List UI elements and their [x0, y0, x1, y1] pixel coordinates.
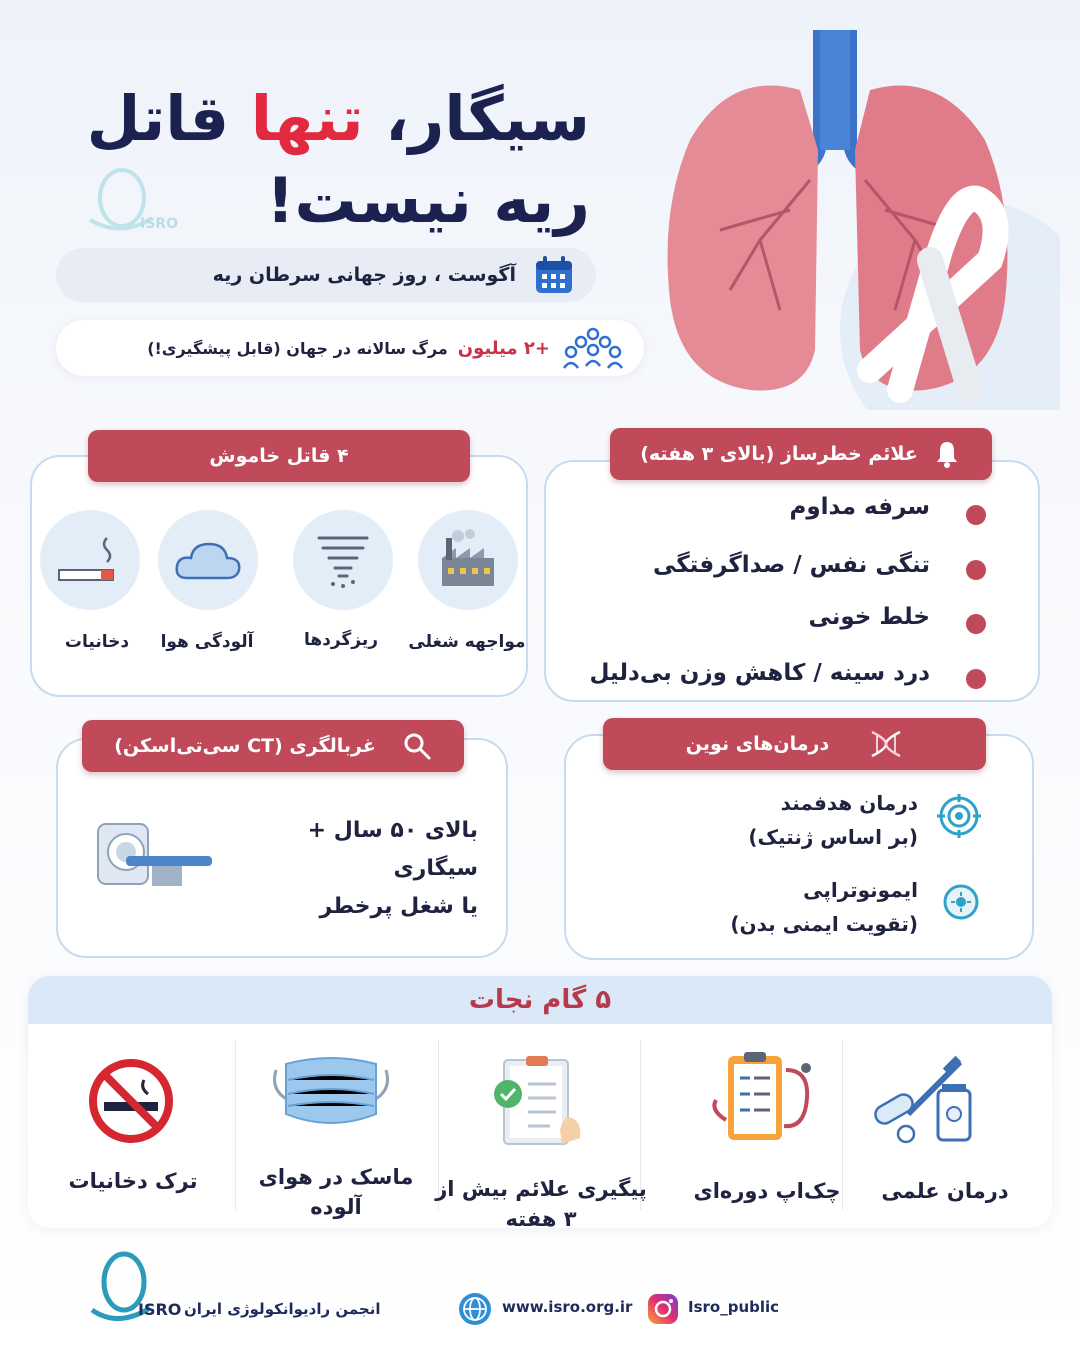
killers-title: ۴ قاتل خاموش: [209, 445, 349, 467]
step-label-mask: ماسک در هوای آلوده: [258, 1165, 414, 1219]
cloud-icon: [158, 510, 258, 610]
treatments-title: درمان‌های نوین: [685, 733, 830, 755]
globe-icon: [458, 1292, 492, 1326]
step-divider: [235, 1040, 236, 1210]
symptom-bullet: [966, 669, 986, 689]
lungs-illustration: [640, 30, 1060, 410]
dust-storm-icon: [293, 510, 393, 610]
date-pill: [56, 248, 596, 302]
watermark-logo-text: ISRO: [140, 216, 178, 232]
steps-title: ۵ گام نجات: [28, 976, 1052, 1024]
immune-cell-icon: [943, 884, 979, 920]
cigarette-icon: [40, 510, 140, 610]
footer-org-logo: [88, 1250, 188, 1330]
page-title: [30, 78, 590, 242]
ct-scanner-icon: [92, 816, 216, 890]
symptoms-title: علائم خطرساز (بالای ۳ هفته): [640, 443, 918, 465]
treatment-item-targeted: درمان هدفمند (بر اساس ژنتیک): [748, 791, 918, 849]
treatment-item-immunotherapy: ایمونوتراپی (تقویت ایمنی بدن): [730, 878, 918, 936]
step-label-checkup: چک‌اپ دوره‌ای: [693, 1179, 841, 1203]
stat-text: مرگ سالانه در جهان (قابل پیشگیری!): [147, 338, 448, 358]
step-label-follow-up: پیگیری علائم بیش از ۳ هفته: [435, 1177, 647, 1231]
dna-icon: [869, 729, 903, 759]
no-smoking-icon: [88, 1058, 174, 1144]
step-label-quit-smoking: ترک دخانیات: [68, 1169, 198, 1193]
killer-label-occupational: مواجهه شغلی: [408, 632, 526, 652]
date-text: آگوست ، روز جهانی سرطان ریه: [212, 264, 516, 286]
title-line-2: ریه نیست!: [266, 164, 590, 237]
medicine-icon: [868, 1054, 978, 1146]
instagram-handle[interactable]: Isro_public: [688, 1298, 780, 1316]
symptom-bullet: [966, 505, 986, 525]
symptom-item: خلط خونی: [808, 604, 930, 630]
title-line-1: سیگار، تنها قاتل: [86, 82, 590, 155]
face-mask-icon: [268, 1050, 394, 1136]
screening-title: غربالگری (CT سی‌تی‌اسکن): [114, 735, 376, 757]
symptom-item: درد سینه / کاهش وزن بی‌دلیل: [589, 660, 930, 686]
people-group-icon: [562, 326, 624, 370]
title-accent-word: تنها: [250, 82, 364, 155]
stat-pill: [56, 320, 644, 376]
symptom-bullet: [966, 560, 986, 580]
calendar-icon: [532, 253, 576, 297]
website-link[interactable]: www.isro.org.ir: [502, 1298, 633, 1316]
treatments-tab: [603, 718, 986, 770]
factory-icon: [418, 510, 518, 610]
step-label-scientific-treatment: درمان علمی: [881, 1179, 1009, 1203]
killer-label-dust: ریزگردها: [303, 630, 379, 650]
killers-tab: [88, 430, 470, 482]
stat-number: +۲ میلیون: [457, 337, 550, 359]
screening-criteria: بالای ۵۰ سال + سیگاری یا شغل پرخطر: [307, 818, 478, 919]
footer-org-name: انجمن رادیوانکولوژی ایران: [184, 1300, 381, 1318]
killer-label-tobacco: دخانیات: [64, 632, 130, 652]
instagram-icon: [646, 1292, 680, 1326]
magnifier-icon: [402, 731, 432, 761]
screening-tab: [82, 720, 464, 772]
killer-label-air: آلودگی هوا: [160, 632, 254, 652]
checkup-clipboard-icon: [706, 1050, 820, 1146]
bell-icon: [932, 439, 962, 469]
symptoms-tab: [610, 428, 992, 480]
symptom-item: تنگی نفس / صداگرفتگی: [653, 552, 930, 578]
symptom-bullet: [966, 614, 986, 634]
footer-logo-text: ISRO: [138, 1300, 182, 1319]
checklist-icon: [490, 1054, 590, 1150]
target-icon: [937, 794, 981, 838]
symptom-item: سرفه مداوم: [789, 494, 930, 520]
